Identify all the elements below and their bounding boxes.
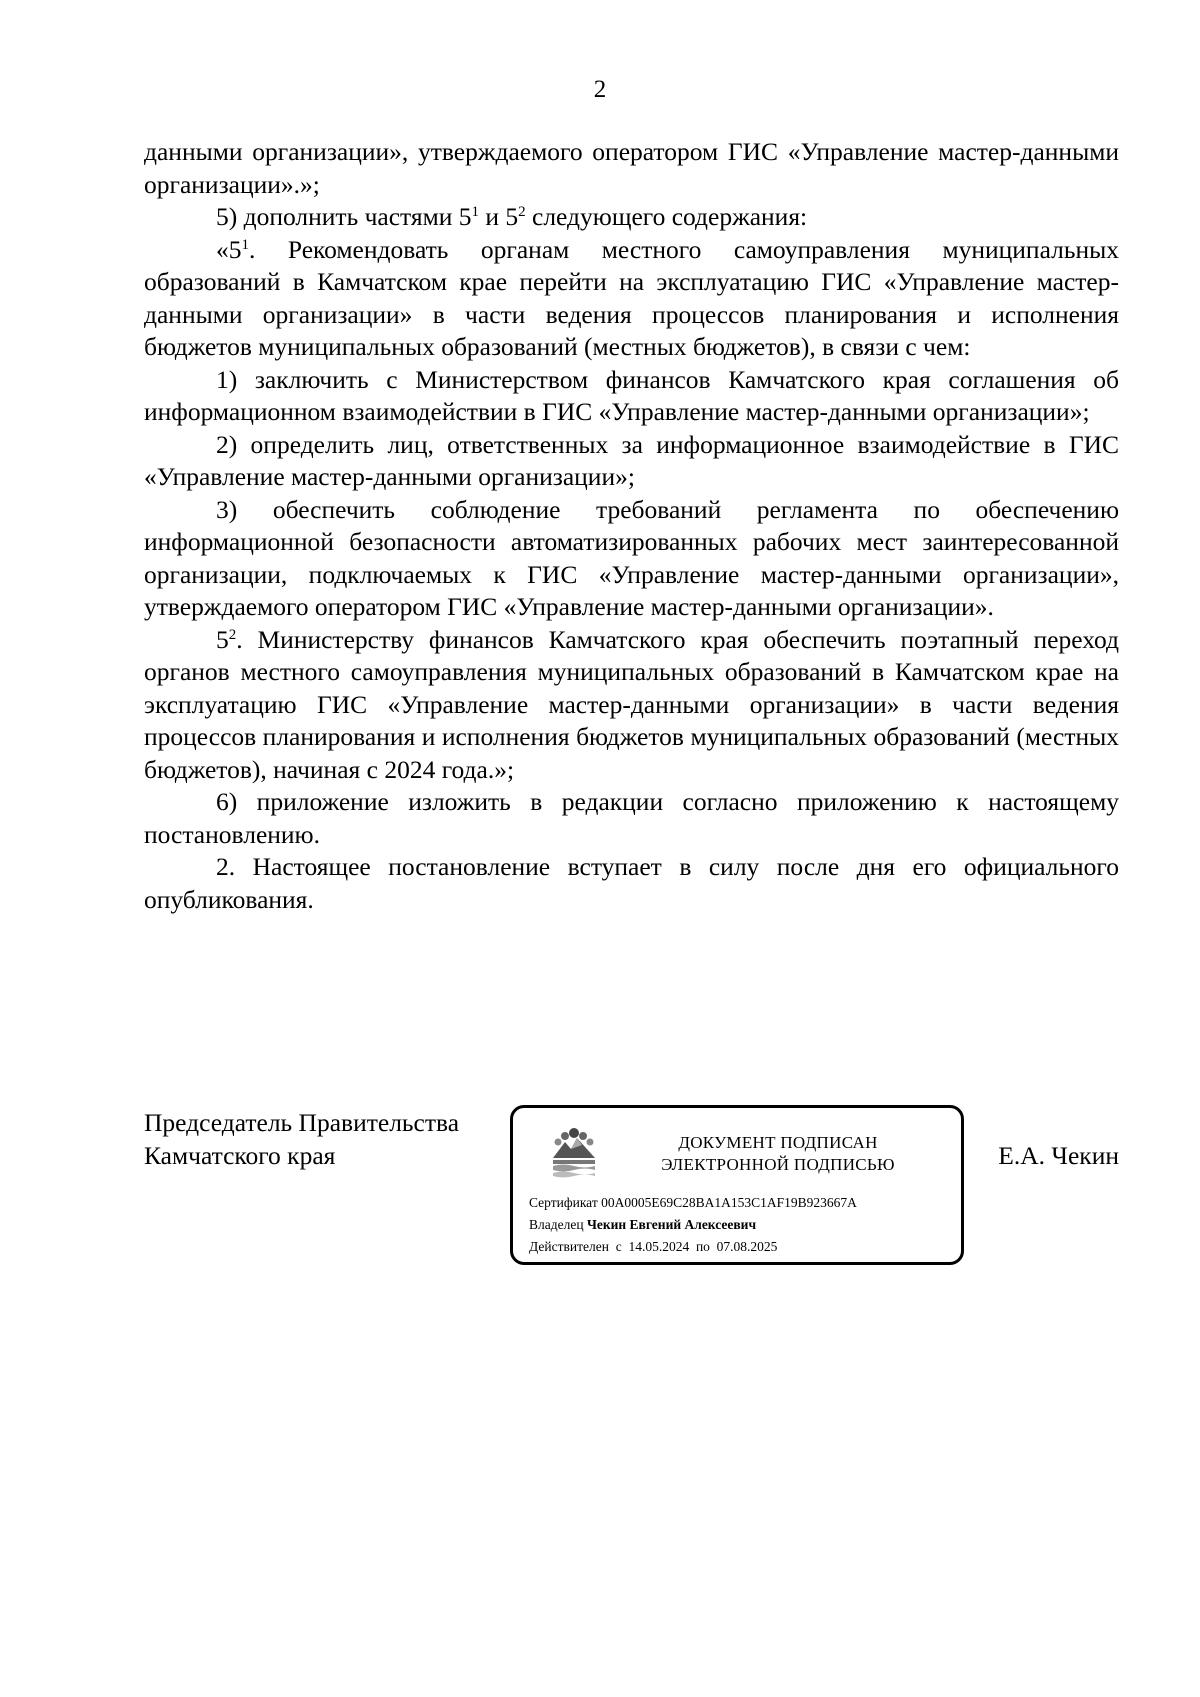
superscript: 1 xyxy=(471,204,479,220)
paragraph-subitem-2: 2) определить лиц, ответственных за информационное взаимодействие в ГИС «Управление мастер-данными организации»; xyxy=(144,429,1119,491)
paragraph-text: . Рекомендовать органам местного самоуправления муниципальных образований в Камчатском крае перейти на эксплуатацию ГИС «Управление мастер-данными организации» в части ведения процессов планирования и исполнения бюджетов муниципальных образований (местных бюджетов), в связи с чем: xyxy=(144,234,1119,361)
superscript: 2 xyxy=(518,204,526,220)
page-number: 2 xyxy=(593,76,607,103)
stamp-heading-line: ЭЛЕКТРОННОЙ ПОДПИСЬЮ xyxy=(661,1155,895,1174)
owner-label: Владелец xyxy=(529,1217,584,1232)
valid-from-label: с xyxy=(615,1239,622,1254)
superscript: 1 xyxy=(241,236,249,253)
paragraph-text: «5 xyxy=(216,234,242,264)
paragraph-text: . Министерству финансов Камчатского края обеспечить поэтапный переход органов местного самоуправления муниципальных образований в Камчатском крае на эксплуатацию ГИС «Управление мастер-данными организации» в части ведения процессов планирования и исполнения бюджетов муниципальных образований (местных бюджетов), начиная с 2024 года.»; xyxy=(144,624,1119,784)
signatory-name: Е.А. Чекин xyxy=(998,1141,1119,1170)
certificate-label: Сертификат xyxy=(529,1195,598,1210)
valid-from-date: 14.05.2024 xyxy=(628,1239,690,1254)
paragraph-text: 5 xyxy=(216,624,229,654)
paragraph-text: следующего содержания: xyxy=(525,202,808,231)
position-line: Камчатского края xyxy=(144,1141,336,1170)
stamp-details xyxy=(529,1192,857,1258)
owner-row xyxy=(529,1214,857,1236)
stamp-heading xyxy=(613,1132,943,1176)
paragraph-subitem-1: 1) заключить с Министерством финансов Камчатского края соглашения об информационном взаимодействии в ГИС «Управление мастер-данными организации»; xyxy=(144,364,1119,426)
paragraph-continuation: данными организации», утверждаемого оператором ГИС «Управление мастер-данными организации».»; xyxy=(144,137,1119,199)
valid-to-date: 07.08.2025 xyxy=(716,1239,778,1254)
paragraph-clause-2: 2. Настоящее постановление вступает в силу после дня его официального опубликования. xyxy=(144,852,1119,914)
position-line: Председатель Правительства xyxy=(144,1108,460,1137)
kamchatka-emblem-icon xyxy=(549,1124,599,1180)
paragraph-text: 5) дополнить частями 5 xyxy=(216,202,472,231)
stamp-heading-line: ДОКУМЕНТ ПОДПИСАН xyxy=(678,1133,878,1152)
paragraph-item-6: 6) приложение изложить в редакции согласно приложению к настоящему постановлению. xyxy=(144,787,1119,849)
paragraph-item-5 xyxy=(144,201,1119,234)
certificate-row xyxy=(529,1192,857,1214)
electronic-signature-stamp xyxy=(510,1105,964,1265)
document-body xyxy=(144,136,1119,916)
owner-value: Чекин Евгений Алексеевич xyxy=(586,1217,757,1232)
signatory-position xyxy=(144,1106,459,1172)
superscript: 2 xyxy=(228,626,237,643)
paragraph-subitem-3: 3) обеспечить соблюдение требований регламента по обеспечению информационной безопасности автоматизированных рабочих мест заинтересованной организации, подключаемых к ГИС «Управление мастер-данными организации», утверждаемого оператором ГИС «Управление мастер-данными организации». xyxy=(144,494,1119,621)
validity-row xyxy=(529,1236,857,1258)
paragraph-text: и 5 xyxy=(478,202,519,231)
certificate-value: 00A0005E69C28BA1A153C1AF19B923667A xyxy=(601,1195,857,1210)
valid-to-label: по xyxy=(695,1239,710,1254)
valid-label: Действителен xyxy=(529,1239,609,1254)
paragraph-part-5-2 xyxy=(144,624,1119,787)
paragraph-part-5-1 xyxy=(144,234,1119,364)
